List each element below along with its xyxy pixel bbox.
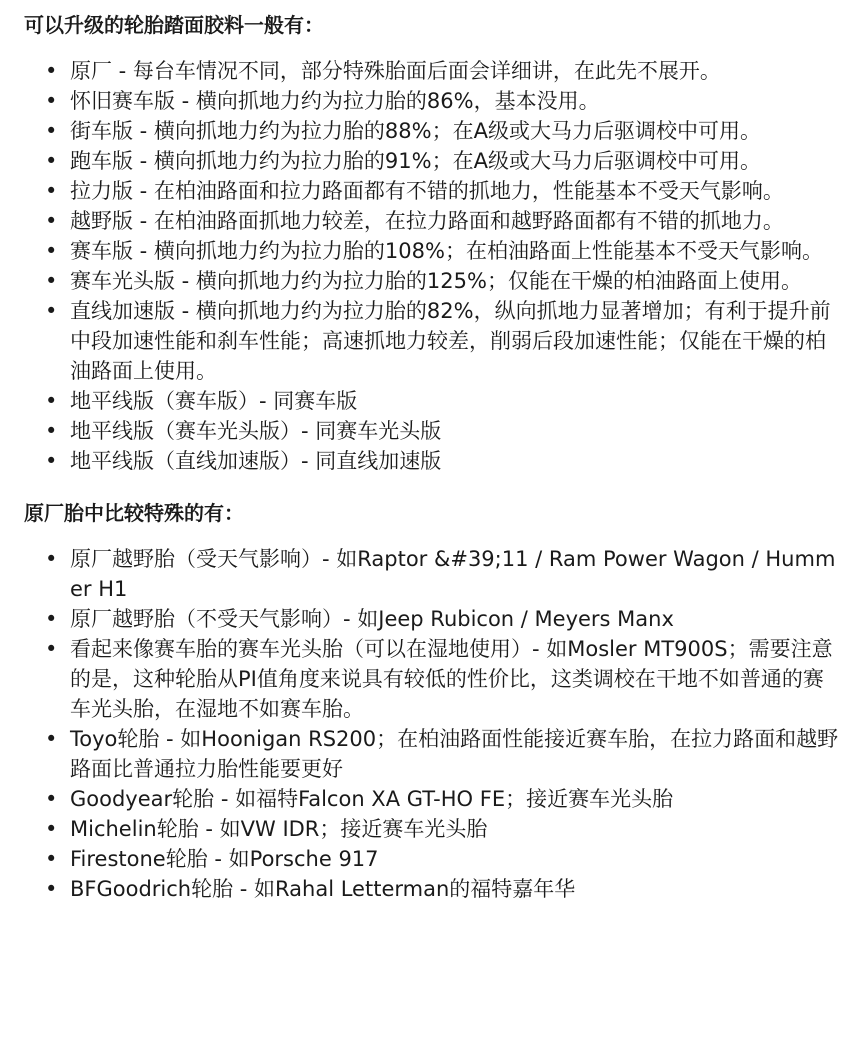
bullet-icon: •: [45, 787, 58, 811]
list-item: • 直线加速版 - 横向抓地力约为拉力胎的82%，纵向抓地力显著增加；有利于提升前中段加速性能和刹车性能；高速抓地力较差，削弱后段加速性能；仅能在干燥的柏油路面上使用。: [24, 296, 843, 386]
bullet-icon: •: [45, 817, 58, 841]
bullet-icon: •: [45, 149, 58, 173]
bullet-icon: •: [45, 547, 58, 571]
list-item: • Michelin轮胎 - 如VW IDR；接近赛车光头胎: [24, 814, 843, 844]
bullet-icon: •: [45, 389, 58, 413]
list-item: • 原厂越野胎（不受天气影响）- 如Jeep Rubicon / Meyers Manx: [24, 604, 843, 634]
bullet-icon: •: [45, 299, 58, 323]
list-item: • Goodyear轮胎 - 如福特Falcon XA GT-HO FE；接近赛车光头胎: [24, 784, 843, 814]
bullet-icon: •: [45, 269, 58, 293]
list-item: • 街车版 - 横向抓地力约为拉力胎的88%；在A级或大马力后驱调校中可用。: [24, 116, 843, 146]
bullet-icon: •: [45, 209, 58, 233]
list-item: • 越野版 - 在柏油路面抓地力较差，在拉力路面和越野路面都有不错的抓地力。: [24, 206, 843, 236]
bullet-icon: •: [45, 59, 58, 83]
list-item: • Toyo轮胎 - 如Hoonigan RS200；在柏油路面性能接近赛车胎，在拉力路面和越野路面比普通拉力胎性能要更好: [24, 724, 843, 784]
list-item: • 跑车版 - 横向抓地力约为拉力胎的91%；在A级或大马力后驱调校中可用。: [24, 146, 843, 176]
list-item: • 拉力版 - 在柏油路面和拉力路面都有不错的抓地力，性能基本不受天气影响。: [24, 176, 843, 206]
section-heading-compounds: 可以升级的轮胎踏面胶料一般有：: [24, 13, 324, 37]
special-list: [24, 544, 843, 904]
list-item: • 地平线版（赛车光头版）- 同赛车光头版: [24, 416, 843, 446]
list-item: • 地平线版（直线加速版）- 同直线加速版: [24, 446, 843, 476]
bullet-icon: •: [45, 637, 58, 661]
list-item: • Firestone轮胎 - 如Porsche 917: [24, 844, 843, 874]
list-item: • 赛车光头版 - 横向抓地力约为拉力胎的125%；仅能在干燥的柏油路面上使用。: [24, 266, 843, 296]
bullet-icon: •: [45, 239, 58, 263]
list-item: • 地平线版（赛车版）- 同赛车版: [24, 386, 843, 416]
bullet-icon: •: [45, 607, 58, 631]
bullet-icon: •: [45, 449, 58, 473]
compound-list: [24, 56, 843, 476]
bullet-icon: •: [45, 119, 58, 143]
bullet-icon: •: [45, 877, 58, 901]
list-item: • 原厂越野胎（受天气影响）- 如Raptor &#39;11 / Ram Power Wagon / Hummer H1: [24, 544, 843, 604]
bullet-icon: •: [45, 847, 58, 871]
bullet-icon: •: [45, 179, 58, 203]
list-item: • BFGoodrich轮胎 - 如Rahal Letterman的福特嘉年华: [24, 874, 843, 904]
list-item: • 看起来像赛车胎的赛车光头胎（可以在湿地使用）- 如Mosler MT900S；需要注意的是，这种轮胎从PI值角度来说具有较低的性价比，这类调校在干地不如普通的赛车光头胎，在湿地不如赛车胎。: [24, 634, 843, 724]
list-item: • 怀旧赛车版 - 横向抓地力约为拉力胎的86%，基本没用。: [24, 86, 843, 116]
bullet-icon: •: [45, 727, 58, 751]
bullet-icon: •: [45, 89, 58, 113]
list-item: • 赛车版 - 横向抓地力约为拉力胎的108%；在柏油路面上性能基本不受天气影响。: [24, 236, 843, 266]
bullet-icon: •: [45, 419, 58, 443]
list-item: • 原厂 - 每台车情况不同，部分特殊胎面后面会详细讲，在此先不展开。: [24, 56, 843, 86]
section-heading-special: 原厂胎中比较特殊的有：: [24, 501, 244, 525]
